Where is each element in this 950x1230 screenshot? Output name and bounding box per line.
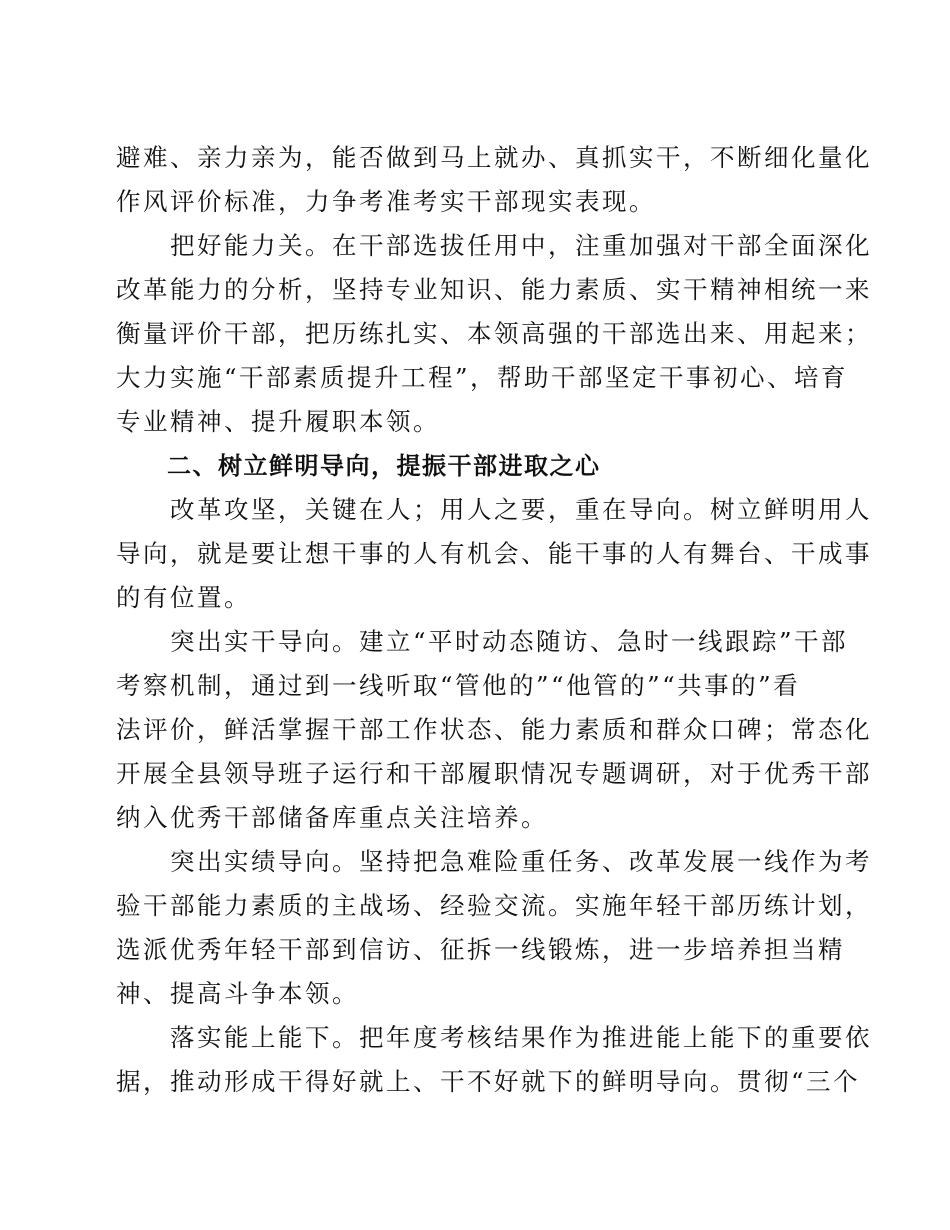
text-line: 落实能上能下。把年度考核结果作为推进能上能下的重要依 bbox=[116, 1023, 872, 1052]
text-line: 神、提高斗争本领。 bbox=[116, 979, 359, 1008]
text-line: 的有位置。 bbox=[116, 583, 251, 612]
section-heading: 二、树立鲜明导向，提振干部进取之心 bbox=[116, 452, 601, 480]
text-line: 导向，就是要让想干事的人有机会、能干事的人有舞台、干成事 bbox=[116, 539, 872, 568]
text-line: 选派优秀年轻干部到信访、征拆一线锻炼，进一步培养担当精 bbox=[116, 935, 845, 964]
text-line: 法评价，鲜活掌握干部工作状态、能力素质和群众口碑；常态化 bbox=[116, 715, 872, 744]
text-line: 作风评价标准，力争考准考实干部现实表现。 bbox=[116, 187, 656, 216]
text-line: 突出实绩导向。坚持把急难险重任务、改革发展一线作为考 bbox=[116, 847, 872, 876]
text-line: 改革能力的分析，坚持专业知识、能力素质、实干精神相统一来 bbox=[116, 275, 872, 304]
text-line: 改革攻坚，关键在人；用人之要，重在导向。树立鲜明用人 bbox=[116, 495, 872, 524]
text-line: 纳入优秀干部储备库重点关注培养。 bbox=[116, 803, 548, 832]
text-line: 专业精神、提升履职本领。 bbox=[116, 407, 440, 436]
text-line: 把好能力关。在干部选拔任用中，注重加强对干部全面深化 bbox=[116, 231, 872, 260]
text-line: 考察机制，通过到一线听取“管他的”“他管的”“共事的”看 bbox=[116, 671, 801, 700]
text-line: 衡量评价干部，把历练扎实、本领高强的干部选出来、用起来； bbox=[116, 319, 872, 348]
text-line: 验干部能力素质的主战场、经验交流。实施年轻干部历练计划， bbox=[116, 891, 872, 920]
text-line: 开展全县领导班子运行和干部履职情况专题调研，对于优秀干部 bbox=[116, 759, 872, 788]
text-line: 据，推动形成干得好就上、干不好就下的鲜明导向。贯彻“三个 bbox=[116, 1067, 861, 1096]
text-line: 避难、亲力亲为，能否做到马上就办、真抓实干，不断细化量化 bbox=[116, 143, 872, 172]
text-line: 大力实施“干部素质提升工程”，帮助干部坚定干事初心、培育 bbox=[116, 363, 849, 392]
text-line: 突出实干导向。建立“平时动态随访、急时一线跟踪”干部 bbox=[116, 627, 849, 656]
